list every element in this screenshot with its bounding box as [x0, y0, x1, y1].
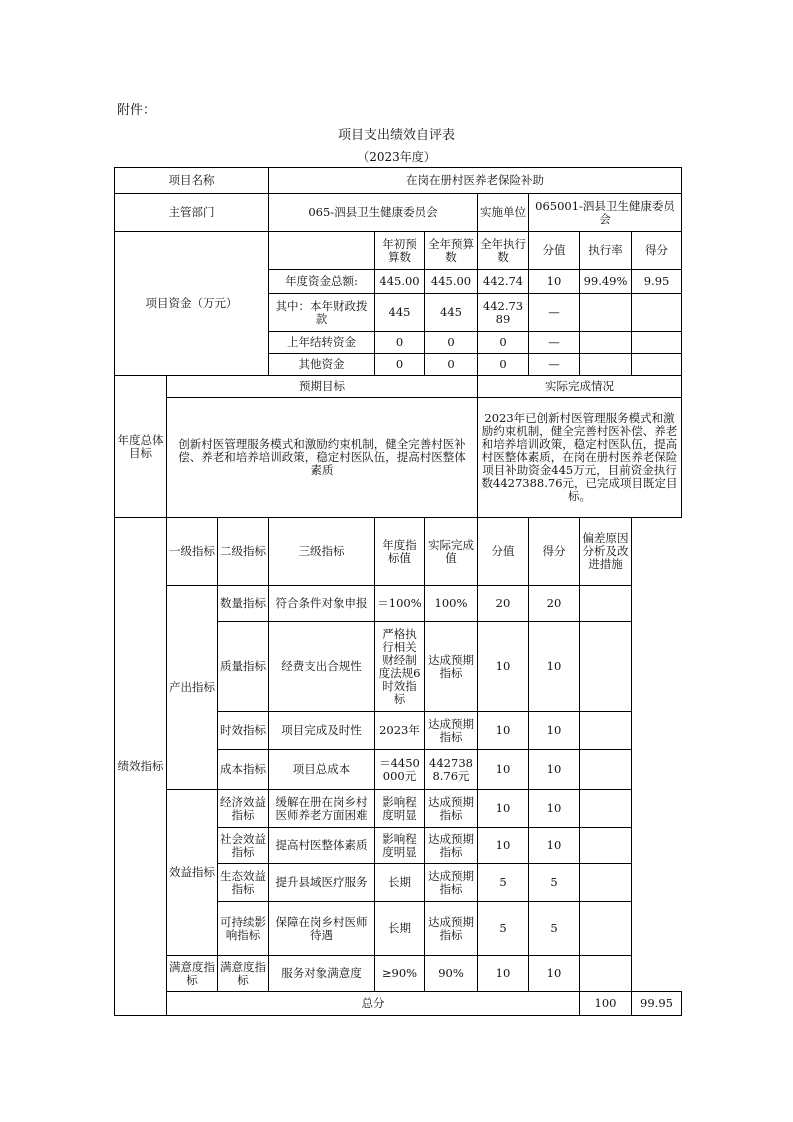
- perf-score-value: 10: [478, 828, 529, 864]
- funds-cell: 0: [375, 354, 425, 376]
- funds-cell: 0: [425, 354, 478, 376]
- goals-header-row: [115, 376, 682, 398]
- funds-cell: 99.49%: [580, 270, 632, 294]
- project-name-row: [115, 168, 682, 194]
- perf-score-value: 5: [478, 902, 529, 956]
- funds-header-blank: [269, 232, 375, 270]
- perf-row: [115, 956, 682, 992]
- funds-cell: 0: [478, 354, 529, 376]
- funds-cell: 445: [375, 294, 425, 332]
- perf-score: 5: [529, 864, 580, 902]
- attachment-label: 附件：: [117, 103, 157, 118]
- perf-label: 绩效指标: [115, 518, 167, 1016]
- perf-level3: 提高村医整体素质: [269, 828, 375, 864]
- form-year: （2023年度）: [357, 150, 436, 164]
- perf-target: 影响程度明显: [375, 790, 425, 828]
- form-title: 项目支出绩效自评表: [337, 128, 455, 143]
- perf-level2: 经济效益指标: [218, 790, 269, 828]
- perf-header-score-value: 分值: [478, 518, 529, 586]
- self-evaluation-table: [114, 167, 682, 1016]
- perf-level3: 缓解在册在岗乡村医师养老方面困难: [269, 790, 375, 828]
- perf-target: 2023年: [375, 712, 425, 750]
- funds-header-rate: 执行率: [580, 232, 632, 270]
- perf-deviation: [580, 586, 632, 622]
- funds-cell: 445: [425, 294, 478, 332]
- perf-header-score: 得分: [529, 518, 580, 586]
- funds-cell: [632, 332, 682, 354]
- perf-level2: 满意度指标: [218, 956, 269, 992]
- funds-cell: 445.00: [375, 270, 425, 294]
- perf-target: ＝4450000元: [375, 750, 425, 790]
- funds-label: 项目资金（万元）: [115, 232, 269, 376]
- perf-group-satisfaction: 满意度指标: [167, 956, 218, 992]
- funds-cell: 442.7389: [478, 294, 529, 332]
- funds-row-label: 其他资金: [269, 354, 375, 376]
- goals-label: 年度总体目标: [115, 376, 167, 518]
- goals-actual-label: 实际完成情况: [478, 376, 682, 398]
- funds-row-label: 年度资金总额:: [269, 270, 375, 294]
- perf-level2: 生态效益指标: [218, 864, 269, 902]
- perf-actual: 100%: [425, 586, 478, 622]
- perf-row: [115, 790, 682, 828]
- funds-header-score: 得分: [632, 232, 682, 270]
- funds-header-row: [115, 232, 682, 270]
- perf-group-output: 产出指标: [167, 586, 218, 790]
- perf-actual: 4427388.76元: [425, 750, 478, 790]
- department-row: [115, 194, 682, 232]
- perf-header-deviation: 偏差原因分析及改进措施: [580, 518, 632, 586]
- goals-expected-label: 预期目标: [167, 376, 478, 398]
- goals-content-row: [115, 398, 682, 518]
- perf-deviation: [580, 956, 632, 992]
- perf-score-value: 10: [478, 750, 529, 790]
- total-label: 总分: [167, 992, 580, 1016]
- perf-actual: 90%: [425, 956, 478, 992]
- funds-cell: 0: [478, 332, 529, 354]
- funds-cell: 445.00: [425, 270, 478, 294]
- perf-actual: 达成预期指标: [425, 902, 478, 956]
- goals-actual-text: 2023年已创新村医管理服务模式和激励约束机制，健全完善村医补偿、养老和培养培训政策，稳定村医队伍，提高村医整体素质，在岗在册村医养老保险项目补助资金445万元，目前资金执行数4427388.76元，已完成项目既定目标。: [478, 398, 682, 518]
- perf-score: 20: [529, 586, 580, 622]
- funds-cell: 0: [425, 332, 478, 354]
- funds-cell: [632, 354, 682, 376]
- perf-deviation: [580, 828, 632, 864]
- perf-score-value: 5: [478, 864, 529, 902]
- perf-level2: 时效指标: [218, 712, 269, 750]
- perf-score: 5: [529, 902, 580, 956]
- perf-target: 长期: [375, 864, 425, 902]
- perf-level3: 符合条件对象申报: [269, 586, 375, 622]
- funds-cell: 0: [375, 332, 425, 354]
- perf-score-value: 20: [478, 586, 529, 622]
- perf-row: [115, 586, 682, 622]
- perf-actual: 达成预期指标: [425, 622, 478, 712]
- perf-actual: 达成预期指标: [425, 790, 478, 828]
- perf-level2: 数量指标: [218, 586, 269, 622]
- perf-level3: 项目完成及时性: [269, 712, 375, 750]
- perf-level3: 项目总成本: [269, 750, 375, 790]
- funds-cell: —: [529, 354, 580, 376]
- perf-deviation: [580, 712, 632, 750]
- funds-cell: 9.95: [632, 270, 682, 294]
- perf-target: 影响程度明显: [375, 828, 425, 864]
- project-name-value: 在岗在册村医养老保险补助: [269, 168, 682, 194]
- perf-score: 10: [529, 828, 580, 864]
- perf-score: 10: [529, 790, 580, 828]
- perf-deviation: [580, 864, 632, 902]
- perf-target: 长期: [375, 902, 425, 956]
- perf-score-value: 10: [478, 622, 529, 712]
- perf-header-level1: 一级指标: [167, 518, 218, 586]
- perf-level3: 经费支出合规性: [269, 622, 375, 712]
- perf-score: 10: [529, 712, 580, 750]
- perf-level2: 质量指标: [218, 622, 269, 712]
- perf-header-actual: 实际完成值: [425, 518, 478, 586]
- funds-row-label: 上年结转资金: [269, 332, 375, 354]
- perf-score-value: 10: [478, 790, 529, 828]
- dept-label: 主管部门: [115, 194, 269, 232]
- perf-score: 10: [529, 622, 580, 712]
- funds-header-executed: 全年执行数: [478, 232, 529, 270]
- perf-level3: 服务对象满意度: [269, 956, 375, 992]
- perf-level2: 社会效益指标: [218, 828, 269, 864]
- perf-actual: 达成预期指标: [425, 712, 478, 750]
- impl-label: 实施单位: [478, 194, 529, 232]
- perf-level2: 可持续影响指标: [218, 902, 269, 956]
- perf-actual: 达成预期指标: [425, 828, 478, 864]
- perf-deviation: [580, 750, 632, 790]
- perf-score: 10: [529, 750, 580, 790]
- perf-score: 10: [529, 956, 580, 992]
- perf-deviation: [580, 622, 632, 712]
- funds-cell: [580, 294, 632, 332]
- perf-target: ≥90%: [375, 956, 425, 992]
- funds-cell: —: [529, 294, 580, 332]
- perf-score-value: 10: [478, 712, 529, 750]
- dept-value: 065-泗县卫生健康委员会: [269, 194, 478, 232]
- perf-header-level3: 三级指标: [269, 518, 375, 586]
- goals-expected-text: 创新村医管理服务模式和激励约束机制，健全完善村医补偿、养老和培养培训政策，稳定村医队伍，提高村医整体素质: [167, 398, 478, 518]
- project-name-label: 项目名称: [115, 168, 269, 194]
- funds-row-label: 其中：本年财政拨款: [269, 294, 375, 332]
- funds-cell: [580, 332, 632, 354]
- perf-header-level2: 二级指标: [218, 518, 269, 586]
- perf-header-target: 年度指标值: [375, 518, 425, 586]
- funds-cell: 442.74: [478, 270, 529, 294]
- perf-group-benefit: 效益指标: [167, 790, 218, 956]
- total-score: 99.95: [632, 992, 682, 1016]
- perf-level3: 保障在岗乡村医师待遇: [269, 902, 375, 956]
- perf-deviation: [580, 902, 632, 956]
- total-row: [115, 992, 682, 1016]
- impl-value: 065001-泗县卫生健康委员会: [529, 194, 682, 232]
- perf-header-row: [115, 518, 682, 586]
- funds-header-annual: 全年预算数: [425, 232, 478, 270]
- funds-cell: [580, 354, 632, 376]
- perf-target: 严格执行相关财经制度法规6时效指标: [375, 622, 425, 712]
- perf-deviation: [580, 790, 632, 828]
- funds-header-initial: 年初预算数: [375, 232, 425, 270]
- total-score-value: 100: [580, 992, 632, 1016]
- perf-target: ＝100%: [375, 586, 425, 622]
- funds-cell: —: [529, 332, 580, 354]
- perf-level2: 成本指标: [218, 750, 269, 790]
- perf-level3: 提升县域医疗服务: [269, 864, 375, 902]
- funds-cell: 10: [529, 270, 580, 294]
- perf-score-value: 10: [478, 956, 529, 992]
- funds-cell: [632, 294, 682, 332]
- funds-header-score-value: 分值: [529, 232, 580, 270]
- perf-actual: 达成预期指标: [425, 864, 478, 902]
